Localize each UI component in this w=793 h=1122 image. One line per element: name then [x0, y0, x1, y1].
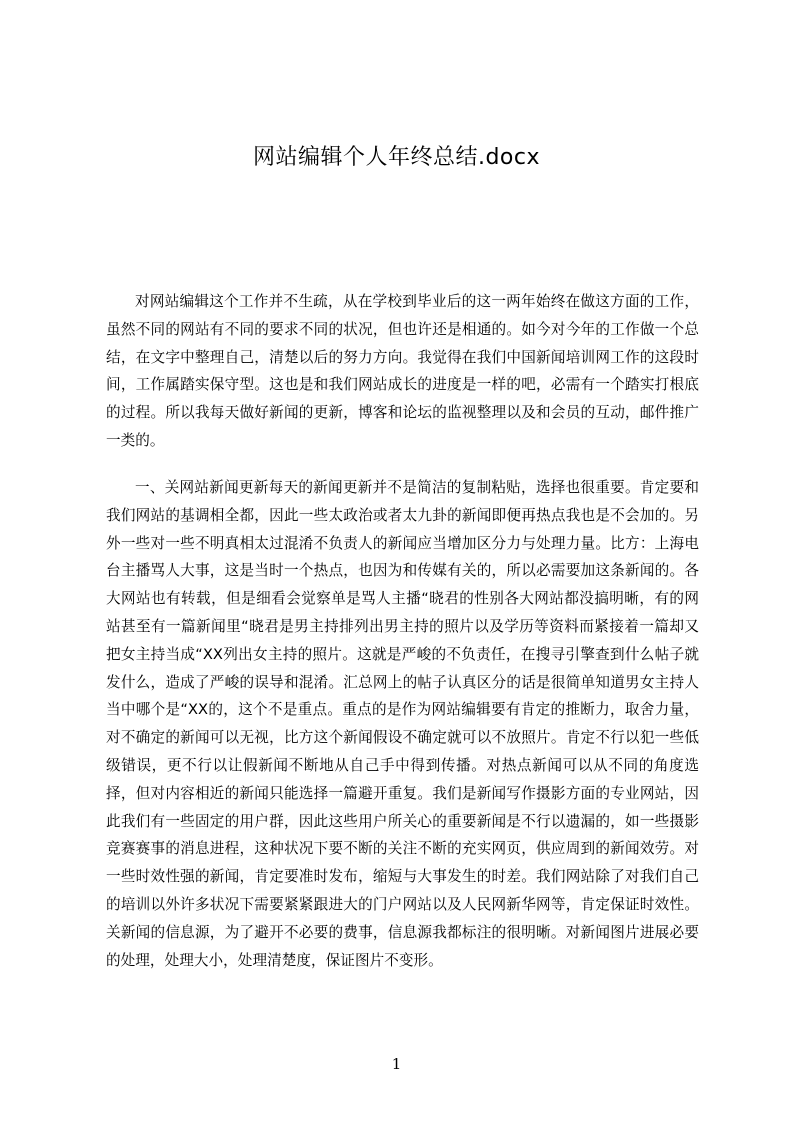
document-title: 网站编辑个人年终总结.docx [252, 145, 541, 170]
body-paragraph-intro: 对网站编辑这个工作并不生疏，从在学校到毕业后的这一两年始终在做这方面的工作，虽然不同的网站有不同的要求不同的状况，但也许还是相通的。如今对今年的工作做一个总结，在文字中整理自己，清楚以后的努力方向。我觉得在我们中国新闻培训网工作的这段时间，工作属踏实保守型。这也是和我们网站成长的进度是一样的吧，必需有一个踏实打根底的过程。所以我每天做好新闻的更新，博客和论坛的监视整理以及和会员的互动，邮件推广一类的。 [106, 293, 699, 449]
body-paragraph-news-update: 一、关网站新闻更新每天的新闻更新并不是简洁的复制粘贴，选择也很重要。肯定要和我们网站的基调相全都，因此一些太政治或者太九卦的新闻即便再热点我也是不会加的。另外一些对一些不明真相太过混淆不负责人的新闻应当增加区分力与处理力量。比方：上海电台主播骂人大事，这是当时一个热点，也因为和传媒有关的，所以必需要加这条新闻的。各大网站也有转载，但是细看会觉察单是骂人主播“晓君的性别各大网站都没搞明晰，有的网站甚至有一篇新闻里“晓君是男主持排列出男主持的照片以及学历等资料而紧接着一篇却又把女主持当成“XX列出女主持的照片。这就是严峻的不负责任，在搜寻引擎查到什么帖子就发什么，造成了严峻的误导和混淆。汇总网上的帖子认真区分的话是很简单知道男女主持人当中哪个是“XX的，这个不是重点。重点的是作为网站编辑要有肯定的推断力，取舍力量，对不确定的新闻可以无视，比方这个新闻假设不确定就可以不放照片。肯定不行以犯一些低级错误，更不行以让假新闻不断地从自己手中得到传播。对热点新闻可以从不同的角度选择，但对内容相近的新闻只能选择一篇避开重复。我们是新闻写作摄影方面的专业网站，因此我们有一些固定的用户群，因此这些用户所关心的重要新闻是不行以遗漏的，如一些摄影竞赛赛事的消息进程，这种状况下要不断的关注不断的充实网页，供应周到的新闻效劳。对一些时效性强的新闻，肯定要准时发布，缩短与大事发生的时差。我们网站除了对我们自己的培训以外许多状况下需要紧紧跟进大的门户网站以及人民网新华网等，肯定保证时效性。关新闻的信息源，为了避开不必要的费事，信息源我都标注的很明晰。对新闻图片进展必要的处理，处理大小，处理清楚度，保证图片不变形。 [106, 479, 699, 969]
page-number: 1 [391, 1055, 402, 1073]
